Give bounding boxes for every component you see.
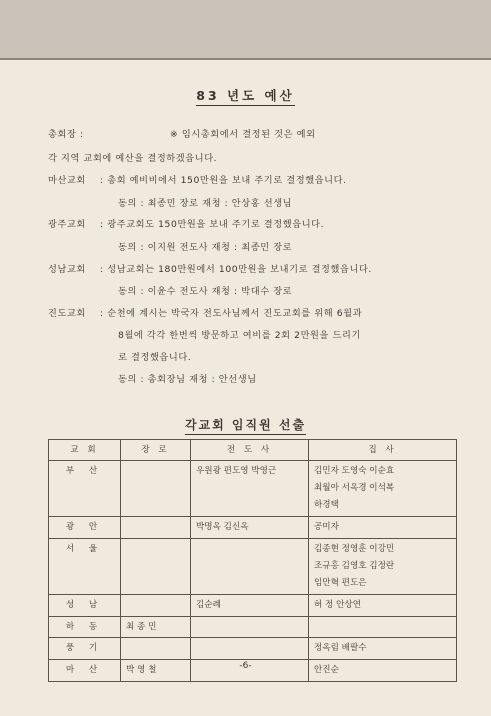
minutes-line-text: 8월에 각각 한번씩 방문하고 여비를 2회 2만원을 드리기	[118, 330, 361, 341]
table-header-row	[49, 440, 457, 461]
elder-cell: 박 영 철	[121, 660, 191, 682]
church-cell: 부 산	[49, 461, 121, 517]
table-row	[49, 539, 457, 595]
table-row	[49, 638, 457, 660]
page-number: -6-	[239, 661, 252, 671]
elder-cell	[121, 517, 191, 539]
deacon-line: 김종현 정영훈 이강민	[314, 544, 395, 554]
section-title	[0, 416, 491, 433]
deacon-line: 하경택	[314, 500, 339, 510]
deacon-line: 정옥림 배팔수	[314, 643, 367, 653]
church-cell: 풍 기	[49, 638, 121, 660]
binding-strip	[0, 0, 491, 60]
header-deacon: 집 사	[309, 440, 457, 461]
deacon-line: 최월아 서옥경 이석복	[314, 483, 395, 493]
church-cell: 광 안	[49, 517, 121, 539]
minutes-line-label: 광주교회	[48, 219, 86, 230]
church-cell: 서 울	[49, 539, 121, 595]
deacon-line: 안진순	[314, 665, 339, 675]
deacon-cell	[309, 595, 457, 617]
evangelist-cell: 김순례	[191, 595, 309, 617]
evangelist-cell	[191, 617, 309, 638]
minutes-line-text: 동의 : 최종민 장로 재청 : 안상홍 선생님	[118, 198, 293, 209]
minutes-line-label: 성남교회	[48, 264, 86, 275]
minutes-line-text: 각 지역 교회에 예산을 결정하겠읍니다.	[48, 153, 218, 164]
deacon-line: 공미자	[314, 522, 339, 532]
evangelist-cell	[191, 539, 309, 595]
officers-table	[48, 439, 457, 682]
deacon-line: 임만혁 편도은	[314, 578, 367, 588]
elder-cell	[121, 539, 191, 595]
minutes-line-text: 동의 : 총회장님 재청 : 안선생님	[118, 374, 257, 385]
minutes-line-text: : 순천에 계시는 박국자 전도사님께서 진도교회를 위해 6월과	[100, 308, 363, 319]
minutes-line-text: : 총회 예비비에서 150만원을 보내 주기로 결정했읍니다.	[100, 175, 347, 186]
evangelist-cell: 박명옥 김신옥	[191, 517, 309, 539]
elder-cell: 최 종 민	[121, 617, 191, 638]
table-row	[49, 461, 457, 517]
table-row	[49, 517, 457, 539]
minutes-line-text: 동의 : 이윤수 전도사 재청 : 박대수 장로	[118, 286, 293, 297]
minutes-line-text: : 광주교회도 150만원을 보내 주기로 결정했읍니다.	[100, 219, 325, 230]
page-title-text: 83 년도 예산	[196, 88, 294, 106]
page-title	[0, 86, 491, 104]
header-church: 교 회	[49, 440, 121, 461]
section-title-text: 각교회 임직원 선출	[185, 418, 306, 435]
deacon-line: 조규홍 김영호 김정란	[314, 561, 395, 571]
elder-cell	[121, 461, 191, 517]
deacon-line: 허 정 안상연	[314, 600, 361, 610]
deacon-cell	[309, 539, 457, 595]
minutes-line-text: : 성남교회는 180만원에서 100만원을 보내기로 결정했읍니다.	[100, 264, 372, 275]
church-cell: 성 남	[49, 595, 121, 617]
header-evangelist: 전 도 사	[191, 440, 309, 461]
deacon-cell	[309, 517, 457, 539]
evangelist-cell: 우원광 편도영 박영근	[191, 461, 309, 517]
church-cell: 마 산	[49, 660, 121, 682]
table-row	[49, 617, 457, 638]
church-cell: 하 동	[49, 617, 121, 638]
deacon-cell	[309, 638, 457, 660]
table-row	[49, 595, 457, 617]
minutes-line-label: 총회장 :	[48, 129, 84, 140]
deacon-cell	[309, 617, 457, 638]
elder-cell	[121, 638, 191, 660]
minutes-line-label: 진도교회	[48, 308, 86, 319]
minutes-line-text: ※ 임시총회에서 결정된 것은 예외	[170, 129, 316, 140]
elder-cell	[121, 595, 191, 617]
minutes-line-text: 동의 : 이지원 전도사 재청 : 최종민 장로	[118, 242, 293, 253]
header-elder: 장 로	[121, 440, 191, 461]
minutes-line-text: 로 결정했읍니다.	[118, 352, 192, 363]
deacon-cell	[309, 461, 457, 517]
minutes-line-label: 마산교회	[48, 175, 86, 186]
deacon-line: 김민자 도영숙 이순효	[314, 466, 395, 476]
evangelist-cell	[191, 638, 309, 660]
